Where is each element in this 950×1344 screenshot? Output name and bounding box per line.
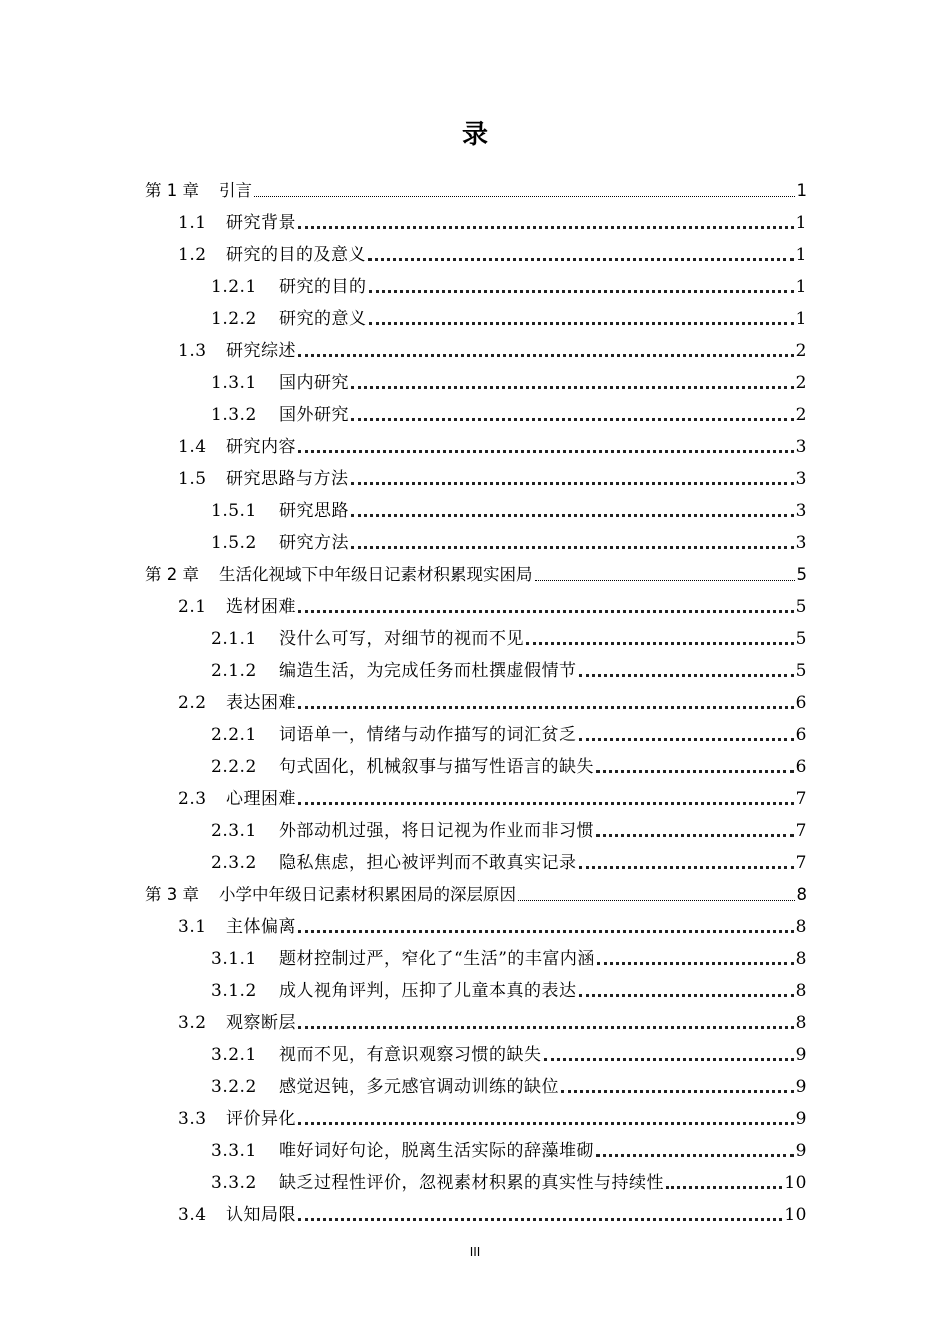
toc-entry-number: 1.4 xyxy=(178,437,207,457)
toc-entry-title: 研究思路与方法 xyxy=(226,469,349,489)
toc-entry[interactable] xyxy=(178,916,807,938)
dot-leader xyxy=(351,482,794,485)
toc-entry-number: 1.2 xyxy=(178,245,207,265)
toc-entry-page: 3 xyxy=(795,469,807,489)
toc-entry-title: 句式固化，机械叙事与描写性语言的缺失 xyxy=(279,757,594,777)
toc-entry-number: 2.1.2 xyxy=(211,661,257,681)
toc-entry-page: 5 xyxy=(795,661,807,681)
toc-entry-title: 生活化视域下中年级日记素材积累现实困局 xyxy=(219,565,533,584)
toc-entry-title: 研究的目的 xyxy=(279,277,367,297)
toc-entry-page: 7 xyxy=(795,821,807,841)
toc-entry-title: 选材困难 xyxy=(226,597,296,617)
toc-entry[interactable] xyxy=(178,596,807,618)
dot-leader xyxy=(298,930,794,933)
toc-entry[interactable] xyxy=(211,276,807,298)
toc-entry-page: 6 xyxy=(795,725,807,745)
toc-entry-title: 研究思路 xyxy=(279,501,349,521)
toc-entry-number: 3.3 xyxy=(178,1109,207,1129)
dot-leader xyxy=(666,1186,782,1189)
toc-entry-title: 成人视角评判，压抑了儿童本真的表达 xyxy=(279,981,577,1001)
toc-entry-title: 外部动机过强，将日记视为作业而非习惯 xyxy=(279,821,594,841)
toc-entry[interactable] xyxy=(211,1172,807,1194)
dot-leader xyxy=(597,962,794,965)
toc-entry-number: 2.3.1 xyxy=(211,821,257,841)
toc-entry-page: 5 xyxy=(796,565,807,584)
toc-entry-number: 1.1 xyxy=(178,213,207,233)
toc-entry-page: 10 xyxy=(784,1205,807,1225)
toc-entry-number: 第 3 章 xyxy=(145,885,199,904)
dot-leader xyxy=(298,1218,782,1221)
toc-entry-page: 8 xyxy=(795,917,807,937)
toc-entry-number: 第 1 章 xyxy=(145,181,199,200)
toc-entry-page: 7 xyxy=(795,789,807,809)
dot-leader xyxy=(579,994,794,997)
toc-entry[interactable] xyxy=(211,948,807,970)
toc-entry-page: 2 xyxy=(795,373,807,393)
dot-leader xyxy=(596,1154,794,1157)
toc-entry-title: 引言 xyxy=(219,181,252,200)
toc-entry-page: 1 xyxy=(795,309,807,329)
dot-leader xyxy=(254,194,795,197)
toc-entry-number: 3.2.2 xyxy=(211,1077,257,1097)
toc-entry-number: 2.2.1 xyxy=(211,725,257,745)
toc-entry-page: 8 xyxy=(795,1013,807,1033)
dot-leader xyxy=(579,866,794,869)
toc-entry-number: 1.3 xyxy=(178,341,207,361)
toc-entry[interactable] xyxy=(145,564,807,586)
toc-entry-page: 5 xyxy=(795,597,807,617)
dot-leader xyxy=(298,706,794,709)
toc-entry[interactable] xyxy=(145,180,807,202)
toc-entry-title: 表达困难 xyxy=(226,693,296,713)
toc-entry[interactable] xyxy=(211,1140,807,1162)
toc-entry[interactable] xyxy=(211,1044,807,1066)
toc-entry-number: 2.1.1 xyxy=(211,629,257,649)
toc-entry-number: 2.2 xyxy=(178,693,207,713)
toc-entry-title: 隐私焦虑，担心被评判而不敢真实记录 xyxy=(279,853,577,873)
toc-entry-number: 1.5 xyxy=(178,469,207,489)
toc-entry-number: 3.1.2 xyxy=(211,981,257,1001)
toc-entry[interactable] xyxy=(211,308,807,330)
toc-entry-title: 心理困难 xyxy=(226,789,296,809)
toc-entry-page: 5 xyxy=(795,629,807,649)
dot-leader xyxy=(298,226,794,229)
toc-entry-number: 2.3.2 xyxy=(211,853,257,873)
toc-entry-page: 6 xyxy=(795,693,807,713)
toc-entry-title: 研究的意义 xyxy=(279,309,367,329)
toc-entry-title: 缺乏过程性评价，忽视素材积累的真实性与持续性 xyxy=(279,1173,664,1193)
toc-entry-page: 3 xyxy=(795,533,807,553)
toc-entry-page: 1 xyxy=(795,245,807,265)
toc-entry-page: 8 xyxy=(796,885,807,904)
toc-entry-title: 研究方法 xyxy=(279,533,349,553)
dot-leader xyxy=(351,546,794,549)
toc-entry[interactable] xyxy=(178,340,807,362)
dot-leader xyxy=(596,834,794,837)
toc-entry[interactable] xyxy=(211,820,807,842)
toc-entry-number: 2.3 xyxy=(178,789,207,809)
dot-leader xyxy=(298,610,794,613)
toc-entry[interactable] xyxy=(211,980,807,1002)
dot-leader xyxy=(369,290,794,293)
toc-entry-page: 6 xyxy=(795,757,807,777)
toc-entry-page: 3 xyxy=(795,501,807,521)
toc-entry-number: 3.2 xyxy=(178,1013,207,1033)
toc-entry-page: 9 xyxy=(795,1109,807,1129)
toc-entry-title: 词语单一，情绪与动作描写的词汇贫乏 xyxy=(279,725,577,745)
toc-entry-page: 1 xyxy=(796,181,807,200)
dot-leader xyxy=(535,578,795,581)
toc-entry-number: 2.2.2 xyxy=(211,757,257,777)
toc-entry[interactable] xyxy=(211,372,807,394)
toc-entry-title: 主体偏离 xyxy=(226,917,296,937)
toc-entry-number: 3.2.1 xyxy=(211,1045,257,1065)
toc-entry[interactable] xyxy=(178,468,807,490)
dot-leader xyxy=(579,738,794,741)
toc-entry-number: 2.1 xyxy=(178,597,207,617)
toc-entry[interactable] xyxy=(178,788,807,810)
toc-entry[interactable] xyxy=(211,660,807,682)
toc-entry-page: 3 xyxy=(795,437,807,457)
toc-entry-number: 3.1 xyxy=(178,917,207,937)
toc-entry[interactable] xyxy=(211,500,807,522)
dot-leader xyxy=(368,258,794,261)
toc-entry-title: 认知局限 xyxy=(226,1205,296,1225)
toc-entry[interactable] xyxy=(211,724,807,746)
toc-entry-page: 1 xyxy=(795,213,807,233)
dot-leader xyxy=(596,770,794,773)
toc-entry-title: 唯好词好句论，脱离生活实际的辞藻堆砌 xyxy=(279,1141,594,1161)
toc-entry-title: 研究综述 xyxy=(226,341,296,361)
toc-entry-page: 9 xyxy=(795,1141,807,1161)
toc-entry-number: 1.2.2 xyxy=(211,309,257,329)
toc-entry-title: 小学中年级日记素材积累困局的深层原因 xyxy=(219,885,516,904)
toc-entry-number: 1.5.2 xyxy=(211,533,257,553)
toc-entry-number: 3.4 xyxy=(178,1205,207,1225)
dot-leader xyxy=(579,674,794,677)
toc-entry-page: 2 xyxy=(795,341,807,361)
dot-leader xyxy=(298,450,794,453)
toc-entry[interactable] xyxy=(178,1204,807,1226)
toc-entry-page: 8 xyxy=(795,981,807,1001)
toc-entry-title: 感觉迟钝，多元感官调动训练的缺位 xyxy=(279,1077,559,1097)
dot-leader xyxy=(561,1090,794,1093)
dot-leader xyxy=(544,1058,794,1061)
dot-leader xyxy=(351,418,794,421)
toc-entry-page: 9 xyxy=(795,1045,807,1065)
dot-leader xyxy=(369,322,794,325)
toc-entry-number: 3.3.1 xyxy=(211,1141,257,1161)
toc-entry-title: 国内研究 xyxy=(279,373,349,393)
toc-entry[interactable] xyxy=(211,852,807,874)
dot-leader xyxy=(298,354,794,357)
page-number-footer: III xyxy=(469,1245,481,1259)
toc-entry[interactable] xyxy=(211,532,807,554)
dot-leader xyxy=(298,802,794,805)
toc-entry[interactable] xyxy=(211,756,807,778)
toc-entry-title: 国外研究 xyxy=(279,405,349,425)
toc-entry[interactable] xyxy=(178,436,807,458)
dot-leader xyxy=(518,898,795,901)
toc-entry[interactable] xyxy=(145,884,807,906)
dot-leader xyxy=(298,1122,794,1125)
toc-entry-title: 研究内容 xyxy=(226,437,296,457)
toc-entry-page: 1 xyxy=(795,277,807,297)
toc-entry-title: 视而不见，有意识观察习惯的缺失 xyxy=(279,1045,542,1065)
dot-leader xyxy=(351,514,794,517)
toc-entry-page: 10 xyxy=(784,1173,807,1193)
toc-entry-title: 研究的目的及意义 xyxy=(226,245,366,265)
toc-entry[interactable] xyxy=(178,212,807,234)
toc-entry-number: 3.3.2 xyxy=(211,1173,257,1193)
toc-entry[interactable] xyxy=(211,1076,807,1098)
toc-entry-number: 第 2 章 xyxy=(145,565,199,584)
toc-entry[interactable] xyxy=(211,404,807,426)
toc-entry[interactable] xyxy=(178,1108,807,1130)
toc-entry-title: 题材控制过严，窄化了“生活”的丰富内涵 xyxy=(279,949,595,969)
toc-entry-number: 1.3.2 xyxy=(211,405,257,425)
dot-leader xyxy=(351,386,794,389)
toc-entry[interactable] xyxy=(178,1012,807,1034)
dot-leader xyxy=(298,1026,794,1029)
toc-entry[interactable] xyxy=(178,244,807,266)
toc-entry-title: 没什么可写，对细节的视而不见 xyxy=(279,629,524,649)
toc-entry-title: 研究背景 xyxy=(226,213,296,233)
toc-entry-page: 2 xyxy=(795,405,807,425)
toc-entry-page: 7 xyxy=(795,853,807,873)
toc-entry-number: 3.1.1 xyxy=(211,949,257,969)
toc-entry[interactable] xyxy=(178,692,807,714)
toc-entry-number: 1.2.1 xyxy=(211,277,257,297)
toc-title: 录 xyxy=(461,120,488,150)
toc-entry-page: 8 xyxy=(795,949,807,969)
toc-entry[interactable] xyxy=(211,628,807,650)
toc-entry-title: 观察断层 xyxy=(226,1013,296,1033)
toc-entry-title: 编造生活，为完成任务而杜撰虚假情节 xyxy=(279,661,577,681)
toc-entry-page: 9 xyxy=(795,1077,807,1097)
toc-entry-title: 评价异化 xyxy=(226,1109,296,1129)
dot-leader xyxy=(526,642,794,645)
toc-entry-number: 1.5.1 xyxy=(211,501,257,521)
toc-entry-number: 1.3.1 xyxy=(211,373,257,393)
